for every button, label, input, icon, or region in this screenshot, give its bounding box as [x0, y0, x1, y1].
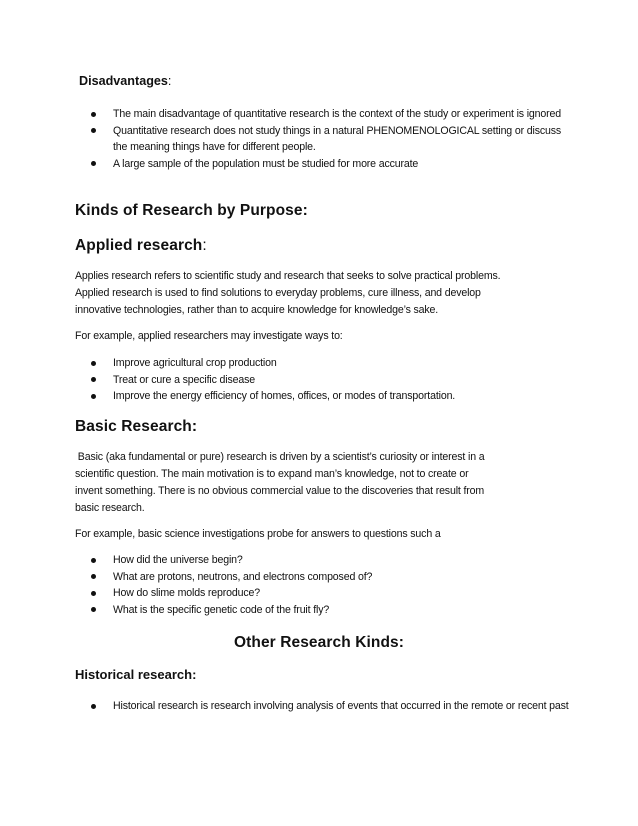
- historical-heading: Historical research:: [75, 667, 197, 682]
- paragraph-line: Applies research refers to scientific study and research that seeks to solve practical problems.: [75, 270, 501, 282]
- disadvantages-heading-text: Disadvantages: [79, 74, 168, 88]
- list-item: Quantitative research does not study things in a natural PHENOMENOLOGICAL setting or discuss the meaning things have for different people.: [90, 123, 570, 156]
- disadvantages-heading-colon: :: [167, 74, 172, 88]
- applied-list: [90, 355, 570, 405]
- list-item: Improve the energy efficiency of homes, offices, or modes of transportation.: [90, 388, 570, 405]
- list-item: The main disadvantage of quantitative research is the context of the study or experiment is ignored: [90, 106, 570, 123]
- basic-example-intro: For example, basic science investigations probe for answers to questions such a: [75, 528, 441, 540]
- list-item: Historical research is research involving analysis of events that occurred in the remote or recent past: [90, 698, 570, 715]
- disadvantages-list: [90, 106, 570, 172]
- list-item: A large sample of the population must be studied for more accurate: [90, 156, 570, 173]
- list-item: What is the specific genetic code of the fruit fly?: [90, 602, 570, 619]
- applied-example-intro: For example, applied researchers may investigate ways to:: [75, 330, 343, 342]
- paragraph-line: Applied research is used to find solutions to everyday problems, cure illness, and develop: [75, 287, 481, 299]
- kinds-heading: Kinds of Research by Purpose:: [75, 202, 308, 219]
- applied-paragraph: [75, 268, 595, 319]
- basic-list: [90, 552, 570, 618]
- historical-list: [90, 698, 570, 715]
- basic-paragraph: [75, 449, 595, 517]
- list-item: What are protons, neutrons, and electrons composed of?: [90, 569, 570, 586]
- paragraph-line: scientific question. The main motivation is to expand man’s knowledge, not to create or: [75, 468, 469, 480]
- other-kinds-heading: Other Research Kinds:: [233, 634, 405, 651]
- paragraph-line: basic research.: [75, 502, 145, 514]
- paragraph-line: innovative technologies, rather than to acquire knowledge for knowledge’s sake.: [75, 304, 439, 316]
- list-item: Treat or cure a specific disease: [90, 372, 570, 389]
- applied-heading-text: Applied research: [75, 237, 203, 254]
- list-item: How did the universe begin?: [90, 552, 570, 569]
- paragraph-line: invent something. There is no obvious commercial value to the discoveries that result from: [75, 485, 485, 497]
- applied-heading-colon: :: [202, 237, 207, 254]
- basic-heading: Basic Research:: [75, 418, 198, 435]
- list-item: How do slime molds reproduce?: [90, 585, 570, 602]
- list-item: Improve agricultural crop production: [90, 355, 570, 372]
- applied-heading: [75, 237, 575, 255]
- disadvantages-heading: [79, 74, 579, 88]
- paragraph-line: Basic (aka fundamental or pure) research is driven by a scientist’s curiosity or interest in a: [75, 451, 485, 463]
